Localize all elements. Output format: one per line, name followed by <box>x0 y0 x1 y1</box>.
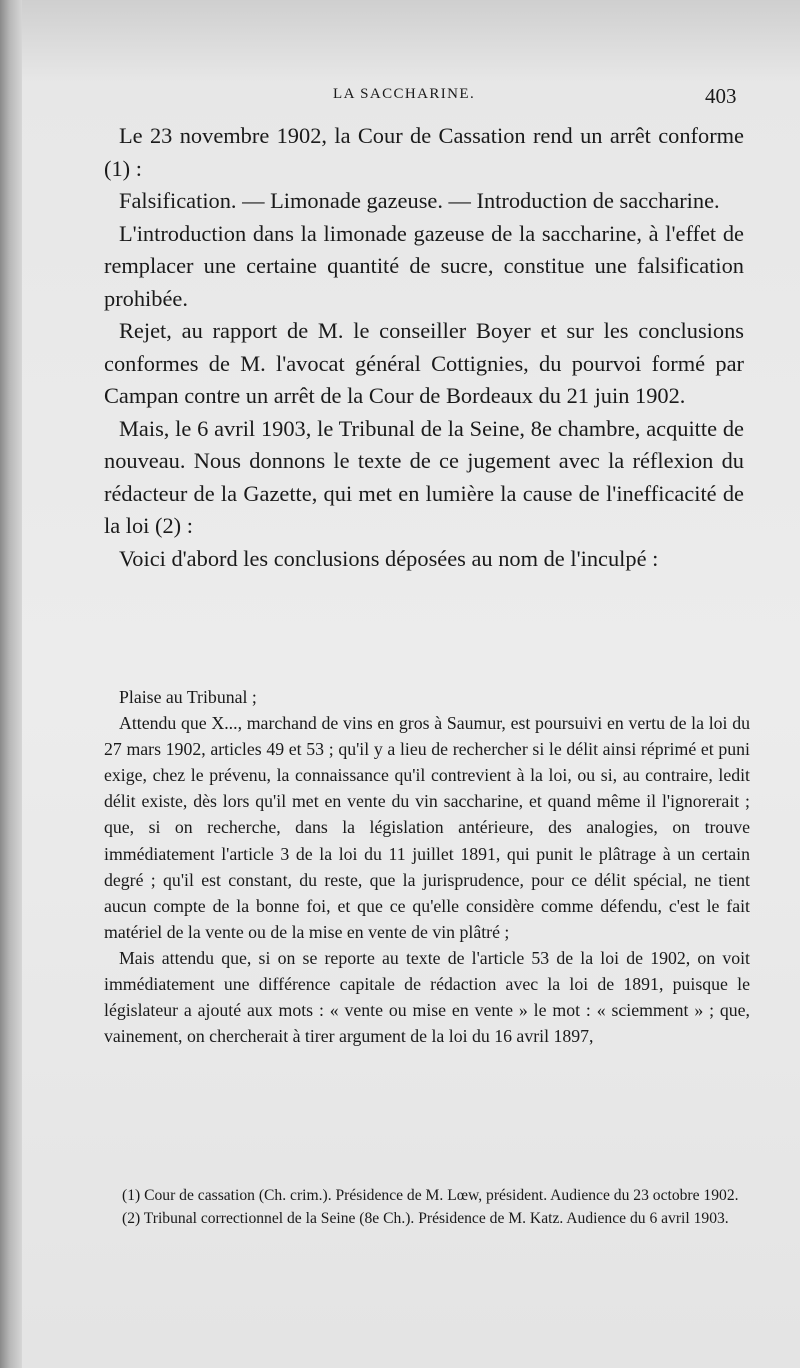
paragraph: L'introduction dans la limonade gazeuse de la saccharine, à l'effet de remplacer une certaine quantité de sucre, constitue une falsification prohibée. <box>104 220 744 311</box>
page-header <box>0 86 800 112</box>
main-text <box>104 120 744 575</box>
footnotes <box>104 1186 752 1232</box>
footnote: (2) Tribunal correctionnel de la Seine (8e Ch.). Présidence de M. Katz. Audience du 6 avril 1903. <box>122 1210 729 1227</box>
quoted-conclusions <box>104 684 750 1049</box>
quote-paragraph: Plaise au Tribunal ; <box>119 687 257 707</box>
binding-gutter <box>0 0 22 1368</box>
paragraph: Voici d'abord les conclusions déposées au nom de l'inculpé : <box>119 545 659 571</box>
quote-paragraph: Attendu que X..., marchand de vins en gros à Saumur, est poursuivi en vertu de la loi du 27 mars 1902, articles 49 et 53 ; qu'il y a lieu de rechercher si le délit ainsi réprimé et puni exige, chez le prévenu, la connaissance qu'il contrevient à la loi, ou si, au contraire, ledit délit existe, dès lors qu'il met en vente du vin saccharine, et quand même il l'ignorerait ; que, si on recherche, dans la législation antérieure, des analogies, on trouve immédiatement l'article 3 de la loi du 11 juillet 1891, qui punit le plâtrage à un certain degré ; qu'il est constant, du reste, que la jurisprudence, pour ce délit spécial, ne tient aucun compte de la bonne foi, et que ce qu'elle considère comme défendu, c'est le fait matériel de la vente ou de la mise en vente de vin plâtré ; <box>104 713 750 942</box>
footnote: (1) Cour de cassation (Ch. crim.). Présidence de M. Lœw, président. Audience du 23 octobre 1902. <box>122 1187 739 1204</box>
quote-paragraph: Mais attendu que, si on se reporte au texte de l'article 53 de la loi de 1902, on voit immédiatement une différence capitale de rédaction avec la loi de 1891, puisque le législateur a ajouté aux mots : « vente ou mise en vente » le mot : « sciemment » ; que, vainement, on chercherait à tirer argument de la loi du 16 avril 1897, <box>104 947 750 1047</box>
page-number: 403 <box>705 84 737 108</box>
paragraph: Mais, le 6 avril 1903, le Tribunal de la Seine, 8e chambre, acquitte de nouveau. Nous donnons le texte de ce jugement avec la réflexion du rédacteur de la Gazette, qui met en lumière la cause de l'inefficacité de la loi (2) : <box>104 415 744 538</box>
paragraph: Rejet, au rapport de M. le conseiller Boyer et sur les conclusions conformes de M. l'avocat général Cottignies, du pourvoi formé par Campan contre un arrêt de la Cour de Bordeaux du 21 juin 1902. <box>104 318 744 408</box>
running-title: LA SACCHARINE. <box>333 86 476 102</box>
paragraph: Falsification. — Limonade gazeuse. — Introduction de saccharine. <box>119 188 720 213</box>
paragraph: Le 23 novembre 1902, la Cour de Cassation rend un arrêt conforme (1) : <box>104 123 744 181</box>
